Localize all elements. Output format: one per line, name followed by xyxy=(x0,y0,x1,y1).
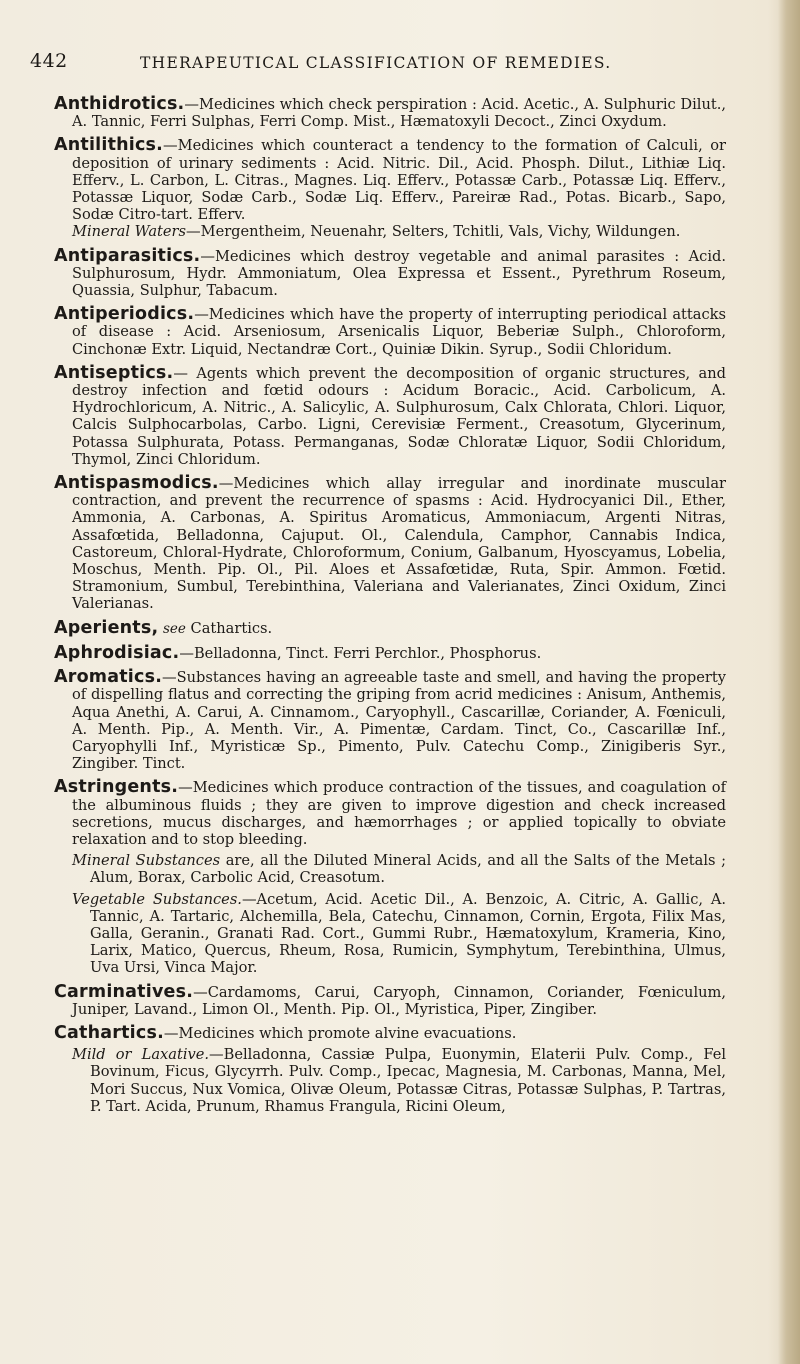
page-header xyxy=(0,42,800,72)
sub-text: —Acetum, Acid. Acetic Dil., A. Benzoic, A. Citric, A. Gallic, A. Tannic, A. Tartaric, Alchemilla, Bela, Catechu, Cinnamon, Cornin, Ergota, Filix Mas, Galla, Geranin., Granati Rad. Cort., Gummi Rubr., Hæmatoxylum, Krameria, Kino, Larix, Matico, Quercus, Rheum, Rosa, Rumicin, Symphytum, Terebinthina, Ulmus, Uva Ursi, Vinca Major. xyxy=(90,890,727,977)
entry-aperients xyxy=(54,617,726,638)
entry-term: Carminatives. xyxy=(54,981,194,1002)
entry-carminatives xyxy=(54,981,726,1018)
entry-term: Aperients, xyxy=(54,617,159,638)
entry-term: Astringents. xyxy=(54,777,179,798)
entry-antispasmodics xyxy=(54,475,726,613)
entry-aphrodisiac xyxy=(54,642,726,663)
page-number: 442 xyxy=(30,50,68,72)
entry-cathartics xyxy=(54,1022,726,1115)
page-edge xyxy=(778,0,800,1364)
entry-term: Antispasmodics. xyxy=(54,473,219,494)
entry-antiseptics xyxy=(54,362,726,468)
entry-text: —Medicines which check perspiration : Acid. Acetic., A. Sulphuric Dilut., A. Tannic, Ferri Sulphas, Ferri Comp. Mist., Hæmatoxyli Decoct., Zinci Oxydum. xyxy=(72,96,726,131)
entry-term: Cathartics. xyxy=(54,1022,164,1043)
entry-text: —Medicines which counteract a tendency to the formation of Calculi, or deposition of urinary sediments : Acid. Nitric. Dil., Acid. Phosph. Dilut., Lithiæ Liq. Efferv., L. Carbon, L. Citras., Magnes. Liq. Efferv., Potassæ Carb., Potassæ Liq. Efferv., Potassæ Liquor, Sodæ Carb., Sodæ Liq. Efferv., Pareiræ Rad., Potas. Bicarb., Sapo, Sodæ Citro-tart. Efferv. xyxy=(72,137,726,224)
entry-text: —Cardamoms, Carui, Caryoph, Cinnamon, Coriander, Fœniculum, Juniper, Lavand., Limon Ol., Menth. Pip. Ol., Myristica, Piper, Zingiber. xyxy=(72,983,726,1018)
entry-antiparasitics xyxy=(54,245,726,300)
entry-aromatics xyxy=(54,669,726,772)
entry-text: —Medicines which destroy vegetable and animal parasites : Acid. Sulphurosum, Hydr. Ammoniatum, Olea Expressa et Essent., Pyrethrum Roseum, Quassia, Sulphur, Tabacum. xyxy=(72,247,726,300)
entry-text: — Agents which prevent the decomposition of organic structures, and destroy infection and fœtid odours : Acidum Boracic., Acid. Carbolicum, A. Hydrochloricum, A. Nitric., A. Salicylic, A. Sulphurosum, Calx Chlorata, Chlori. Liquor, Calcis Sulphocarbolas, Carbo. Ligni, Cerevisiæ Ferment., Creasotum, Glycerinum, Potassa Sulphurata, Potass. Permanganas, Sodæ Chloratæ Liquor, Sodii Chloridum, Thymol, Zinci Chloridum. xyxy=(72,364,726,468)
entry-text: —Medicines which have the property of interrupting periodical attacks of disease : Acid. Arseniosum, Arsenicalis Liquor, Beberiæ Sulph., Chloroform, Cinchonæ Extr. Liquid, Nectandræ Cort., Quiniæ Dikin. Syrup., Sodii Chloridum. xyxy=(72,306,726,358)
entry-text: —Medicines which allay irregular and inordinate muscular contraction, and prevent the recurrence of spasms : Acid. Hydrocyanici Dil., Ether, Ammonia, A. Carbonas, A. Spiritus Aromaticus, Ammoniacum, Argenti Nitras, Assafœtida, Belladonna, Cajuput. Ol., Calendula, Camphor, Cannabis Indica, Castoreum, Chloral-Hydrate, Chloroformum, Conium, Galbanum, Hyoscyamus, Lobelia, Moschus, Menth. Pip. Ol., Pil. Aloes et Assafœtidæ, Ruta, Spir. Ammon. Fœtid. Stramonium, Sumbul, Terebinthina, Valeriana and Valerianates, Zinci Oxidum, Zinci Valerianas. xyxy=(72,475,726,613)
entry-term: Aromatics. xyxy=(54,667,163,688)
sub-label: Vegetable Substances. xyxy=(72,890,242,908)
entry-term: Antilithics. xyxy=(54,135,164,156)
entry-term: Antiseptics. xyxy=(54,362,174,383)
sub-label: Mild or Laxative. xyxy=(72,1046,210,1064)
sub-label: Mineral Waters xyxy=(72,223,187,241)
entry-antiperiodics xyxy=(54,306,726,358)
entry-term: Antiparasitics. xyxy=(54,245,201,266)
entry-term: Antiperiodics. xyxy=(54,304,195,325)
entry-antilithics xyxy=(54,137,726,240)
entry-anthidrotics xyxy=(54,96,726,130)
sub-text: —Belladonna, Cassiæ Pulpa, Euonymin, Elaterii Pulv. Comp., Fel Bovinum, Ficus, Glycyrrh. Pulv. Comp., Ipecac, Magnesia, M. Carbonas, Manna, Mel, Mori Succus, Nux Vomica, Olivæ Oleum, Potassæ Citras, Potassæ Sulphas, P. Tartras, P. Tart. Acida, Prunum, Rhamus Frangula, Ricini Oleum, xyxy=(90,1046,726,1115)
entry-term: Anthidrotics. xyxy=(54,94,185,114)
sub-text: are, all the Diluted Mineral Acids, and all the Salts of the Metals ; Alum, Borax, Carbolic Acid, Creasotum. xyxy=(90,852,726,887)
sub-label: Mineral Substances xyxy=(72,852,221,870)
page-body xyxy=(54,96,726,1122)
sub-text: —Mergentheim, Neuenahr, Selters, Tchitli, Vals, Vichy, Wildungen. xyxy=(186,223,681,241)
running-head: THERAPEUTICAL CLASSIFICATION OF REMEDIES. xyxy=(140,54,612,72)
see-reference: see xyxy=(162,620,186,637)
entry-text: —Medicines which produce contraction of the tissues, and coagulation of the albuminous fluids ; they are given to improve digestion and check increased secretions, mucus discharges, and hæmorrhages ; or applied topically to obviate relaxation and to stop bleeding. xyxy=(72,779,726,848)
entry-text: —Belladonna, Tinct. Ferri Perchlor., Phosphorus. xyxy=(179,644,542,662)
entry-term: Aphrodisiac. xyxy=(54,642,180,663)
entry-text: —Substances having an agreeable taste and smell, and having the property of dispelling flatus and correcting the griping from acrid medicines : Anisum, Anthemis, Aqua Anethi, A. Carui, A. Cinnamom., Caryophyll., Cascarillæ, Coriander, A. Fœniculi, A. Menth. Pip., A. Menth. Vir., A. Pimentæ, Cardam. Tinct, Co., Cascarillæ Inf., Caryophylli Inf., Myristicæ Sp., Pimento, Pulv. Catechu Comp., Zinigiberis Syr., Zingiber. Tinct. xyxy=(72,669,726,773)
entry-astringents xyxy=(54,779,726,976)
entry-text: —Medicines which promote alvine evacuations. xyxy=(163,1024,517,1042)
entry-text: Cathartics. xyxy=(185,619,273,637)
